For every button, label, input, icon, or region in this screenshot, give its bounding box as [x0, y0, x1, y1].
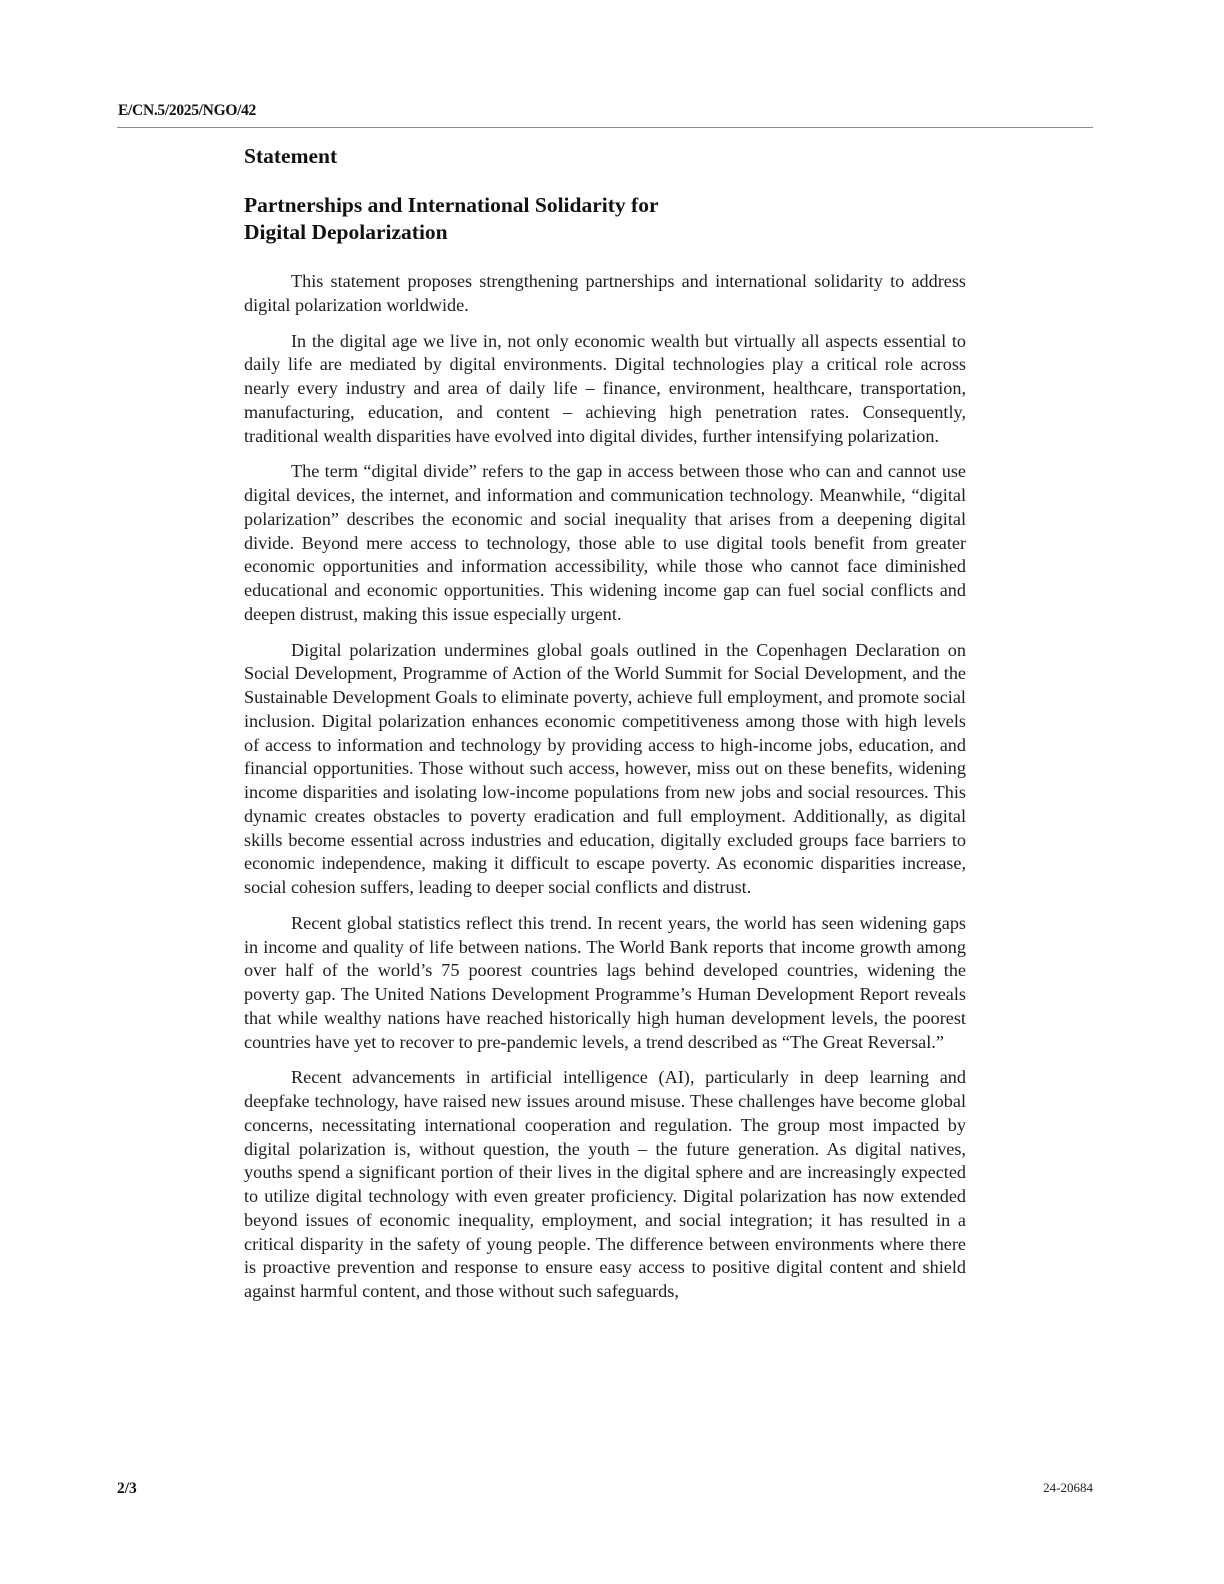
job-number: 24-20684 [1043, 1480, 1093, 1495]
paragraph: This statement proposes strengthening partnerships and international solidarity to address digital polarization worldwide. [244, 271, 966, 315]
paragraph: Recent global statistics reflect this trend. In recent years, the world has seen widening gaps in income and quality of life between nations. The World Bank reports that income growth among over half of the world’s 75 poorest countries lags behind developed countries, widening the poverty gap. The United Nations Development Programme’s Human Development Report reveals that while wealthy nations have reached historically high human development levels, the poorest countries have yet to recover to pre-pandemic levels, a trend described as “The Great Reversal.” [244, 912, 966, 1052]
paragraph: The term “digital divide” refers to the gap in access between those who can and cannot use digital devices, the internet, and information and communication technology. Meanwhile, “digital polarization” describes the economic and social inequality that arises from a deepening digital divide. Beyond mere access to technology, those able to use digital tools benefit from greater economic opportunities and information accessibility, while those who cannot face diminished educational and economic opportunities. This widening income gap can fuel social conflicts and deepen distrust, making this issue especially urgent. [244, 461, 966, 624]
document-body [244, 270, 966, 1304]
section-heading: Statement [244, 144, 338, 168]
paragraph: In the digital age we live in, not only economic wealth but virtually all aspects essential to daily life are mediated by digital environments. Digital technologies play a critical role across nearly every industry and area of daily life – finance, environment, healthcare, transportation, manufacturing, education, and content – achieving high penetration rates. Consequently, traditional wealth disparities have evolved into digital divides, further intensifying polarization. [244, 330, 966, 446]
document-title-line-2: Digital Depolarization [244, 220, 448, 244]
document-title [244, 192, 966, 246]
paragraph: Digital polarization undermines global goals outlined in the Copenhagen Declaration on Social Development, Programme of Action of the World Summit for Social Development, and the Sustainable Development Goals to eliminate poverty, achieve full employment, and promote social inclusion. Digital polarization enhances economic competitiveness among those with high levels of access to information and technology by providing access to high-income jobs, education, and financial opportunities. Those without such access, however, miss out on these benefits, widening income disparities and isolating low-income populations from new jobs and social resources. This dynamic creates obstacles to poverty eradication and full employment. Additionally, as digital skills become essential across industries and education, digitally excluded groups face barriers to economic independence, making it difficult to escape poverty. As economic disparities increase, social cohesion suffers, leading to deeper social conflicts and distrust. [244, 639, 966, 897]
paragraph: Recent advancements in artificial intelligence (AI), particularly in deep learning and deepfake technology, have raised new issues around misuse. These challenges have become global concerns, necessitating international cooperation and regulation. The group most impacted by digital polarization is, without question, the youth – the future generation. As digital natives, youths spend a significant portion of their lives in the digital sphere and are increasingly expected to utilize digital technology with even greater proficiency. Digital polarization has now extended beyond issues of economic inequality, employment, and social integration; it has resulted in a critical disparity in the safety of young people. The difference between environments where there is proactive prevention and response to ensure easy access to positive digital content and shield against harmful content, and those without such safeguards, [244, 1067, 966, 1301]
header-divider [117, 127, 1093, 128]
document-symbol: E/CN.5/2025/NGO/42 [118, 102, 256, 119]
document-content [244, 142, 966, 1316]
page-number: 2/3 [117, 1480, 137, 1497]
document-title-line-1: Partnerships and International Solidarity for [244, 193, 659, 217]
